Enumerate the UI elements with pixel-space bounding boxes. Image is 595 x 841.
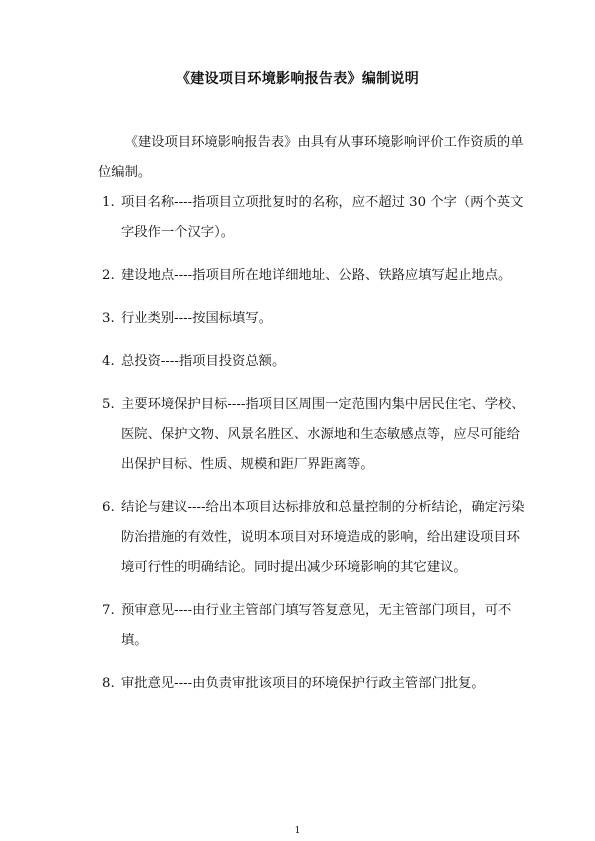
list-item-number: 8. [102, 676, 115, 691]
list-item-number: 2. [102, 268, 115, 283]
list-item [102, 390, 532, 480]
list-item [102, 347, 532, 377]
list-item-text: 结论与建议----给出本项目达标排放和总量控制的分析结论，确定污染防治措施的有效性，说明本项目对环境造成的影响，给出建设项目环境可行性的明确结论。同时提出减少环境影响的其它建议。 [121, 500, 525, 575]
list-item-number: 5. [102, 397, 115, 412]
list-item-number: 4. [102, 354, 115, 369]
list-item [102, 493, 532, 583]
list-item-text: 项目名称----指项目立项批复时的名称，应不超过 30 个字（两个英文字段作一个汉字）。 [121, 195, 524, 240]
list-item [102, 304, 532, 334]
list-item [102, 596, 532, 656]
list-item-text: 行业类别----按国标填写。 [121, 311, 272, 326]
instruction-list [102, 188, 532, 712]
page-title: 《建设项目环境影响报告表》编制说明 [175, 71, 420, 87]
list-item-number: 6. [102, 500, 115, 515]
list-item [102, 188, 532, 248]
list-item-number: 1. [102, 195, 115, 210]
list-item-text: 主要环境保护目标----指项目区周围一定范围内集中居民住宅、学校、医院、保护文物、风景名胜区、水源地和生态敏感点等，应尽可能给出保护目标、性质、规模和距厂界距离等。 [121, 397, 525, 472]
page-number: 1 [294, 826, 301, 836]
list-item [102, 261, 532, 291]
list-item-text: 建设地点----指项目所在地详细地址、公路、铁路应填写起止地点。 [121, 268, 512, 283]
intro-paragraph: 《建设项目环境影响报告表》由具有从事环境影响评价工作资质的单位编制。 [98, 135, 524, 180]
list-item-number: 3. [102, 311, 115, 326]
list-item-number: 7. [102, 603, 115, 618]
list-item [102, 669, 532, 699]
list-item-text: 审批意见----由负责审批该项目的环境保护行政主管部门批复。 [121, 676, 485, 691]
list-item-text: 预审意见----由行业主管部门填写答复意见，无主管部门项目，可不填。 [121, 603, 512, 648]
list-item-text: 总投资----指项目投资总额。 [121, 354, 286, 369]
